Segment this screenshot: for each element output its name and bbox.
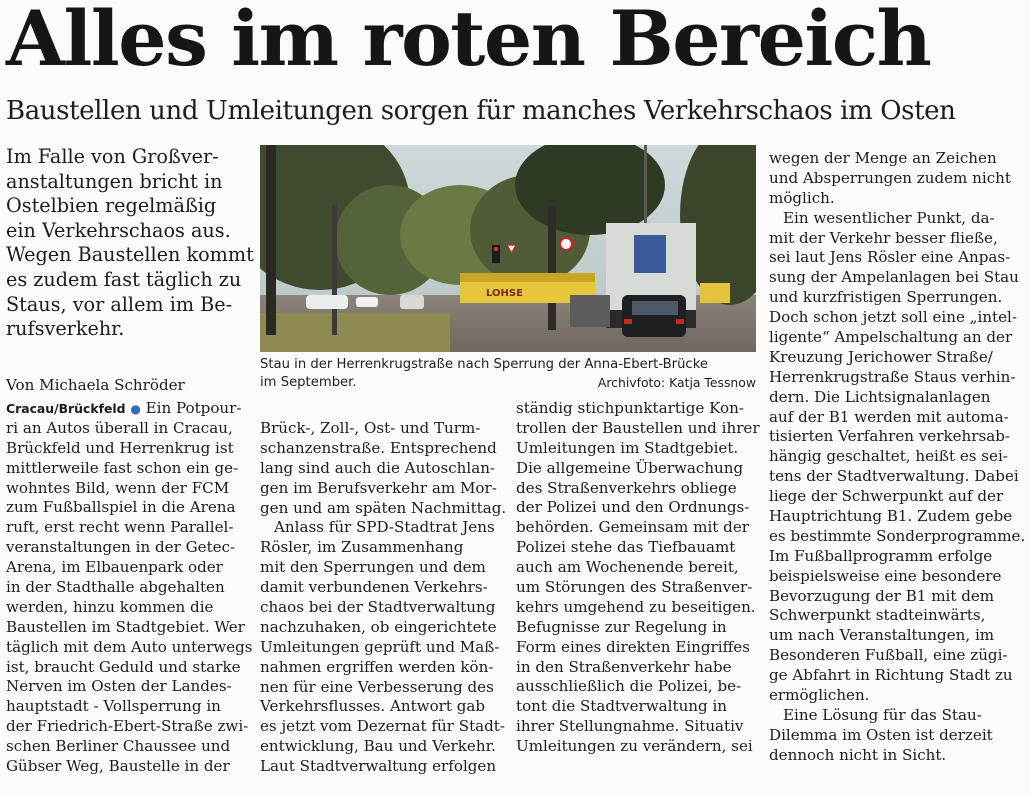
- photo-credit: Archivfoto: Katja Tessnow: [597, 375, 756, 390]
- text-line: ist, braucht Geduld und starke: [6, 657, 241, 676]
- text-line: Die allgemeine Überwachung: [516, 458, 744, 477]
- text-line: behörden. Gemeinsam mit der: [516, 518, 749, 537]
- text-line: Befugnisse zur Regelung in: [516, 617, 727, 636]
- text-line: Umleitungen geprüft und Maß-: [260, 637, 500, 656]
- text-line: Verkehrsflusses. Antwort gab: [260, 697, 486, 716]
- text-line: mittlerweile fast schon ein ge-: [6, 458, 239, 477]
- text-line: Ein wesentlicher Punkt, da-: [783, 208, 995, 227]
- text-line: mit den Sperrungen und dem: [260, 558, 486, 577]
- text-line: schanzenstraße. Entsprechend: [260, 438, 497, 457]
- column-1: [6, 399, 253, 777]
- text-line: Eine Lösung für das Stau-: [783, 705, 982, 724]
- text-line: rufsverkehr.: [6, 317, 125, 341]
- text-line: der Friedrich-Ebert-Straße zwi-: [6, 717, 249, 736]
- text-line: Laut Stadtverwaltung erfolgen: [260, 757, 497, 776]
- byline: Von Michaela Schröder: [6, 376, 185, 394]
- text-line: Polizei stehe das Tiefbauamt: [516, 538, 736, 557]
- column-1-body: [6, 418, 253, 777]
- text-line: Umleitungen zu verändern, sei: [516, 737, 753, 756]
- text-line: mit der Verkehr besser fließe,: [769, 228, 998, 247]
- column-4-paragraph-2: [769, 208, 1026, 706]
- text-line: Doch schon jetzt soll eine „intel-: [769, 308, 1017, 327]
- text-line: möglich.: [769, 188, 835, 207]
- text-line: sung der Ampelanlagen bei Stau: [769, 268, 1019, 287]
- text-line: Ostelbien regelmäßig: [6, 194, 217, 218]
- text-line: gen im Berufsverkehr am Mor-: [260, 478, 497, 497]
- text-line: hauptstadt - Vollsperrung in: [6, 697, 221, 716]
- text-line: Anlass für SPD-Stadtrat Jens: [274, 518, 495, 537]
- text-line: liege der Schwerpunkt auf der: [769, 487, 1004, 506]
- text-line: es zudem fast täglich zu: [6, 267, 242, 291]
- text-line: Brückfeld und Herrenkrug ist: [6, 438, 234, 457]
- text-line: in den Straßenverkehr habe: [516, 657, 732, 676]
- text-line: nachzuhaken, ob eingerichtete: [260, 617, 497, 636]
- traffic-photo-illustration: [260, 145, 756, 352]
- dateline: Cracau/Brückfeld: [6, 401, 126, 416]
- text-line: tisierten Verfahren verkehrsab-: [769, 427, 1010, 446]
- column-2: [260, 419, 507, 777]
- text-line: ge Abfahrt in Richtung Stadt zu: [769, 666, 1013, 685]
- text-line: um nach Veranstaltungen, im: [769, 626, 995, 645]
- text-line: hängig geschaltet, heißt es sei-: [769, 447, 1008, 466]
- text-line: Form eines direkten Eingriffes: [516, 637, 750, 656]
- text-line: Dilemma im Osten ist derzeit: [769, 725, 993, 744]
- text-line: ihrer Stellungnahme. Situativ: [516, 717, 744, 736]
- truck-text: LOHSE: [486, 288, 523, 299]
- text-line: wegen der Menge an Zeichen: [769, 149, 997, 167]
- text-line: werden, hinzu kommen die: [6, 597, 214, 616]
- caption-line-2: im September.: [260, 375, 357, 390]
- text-line: Schwerpunkt stadteinwärts,: [769, 606, 986, 625]
- text-line: um Störungen des Straßenver-: [516, 578, 753, 597]
- article-photo: [260, 145, 756, 352]
- text-line: dern. Die Lichtsignalanlagen: [769, 387, 991, 406]
- headline: Alles im roten Bereich: [6, 0, 931, 83]
- text-line: damit verbundenen Verkehrs-: [260, 578, 488, 597]
- text-line: ri an Autos überall in Cracau,: [6, 418, 233, 437]
- text-line: wohntes Bild, wenn der FCM: [6, 478, 230, 497]
- bullet-dot-icon: ●: [130, 402, 141, 416]
- text-line: ständig stichpunktartige Kon-: [516, 399, 744, 417]
- text-line: Im Fußballprogramm erfolge: [769, 546, 993, 565]
- text-line: Umleitungen im Stadtgebiet.: [516, 438, 739, 457]
- text-line: veranstaltungen in der Getec-: [6, 538, 236, 557]
- column-4: [769, 149, 1026, 766]
- text-line: Hauptrichtung B1. Zudem gebe: [769, 507, 1013, 526]
- text-line: der Polizei und den Ordnungs-: [516, 498, 750, 517]
- text-line: ruft, erst recht wenn Parallel-: [6, 518, 234, 537]
- text-line: und Absperrungen zudem nicht: [769, 168, 1011, 187]
- text-line: ermöglichen.: [769, 686, 870, 705]
- text-line: beispielsweise eine besondere: [769, 566, 1002, 585]
- column-2-paragraph-2: [260, 518, 505, 777]
- text-line: ausschließlich die Polizei, be-: [516, 677, 742, 696]
- text-line: Herrenkrugstraße Staus verhin-: [769, 367, 1016, 386]
- text-line: Arena, im Elbauenpark oder: [6, 558, 223, 577]
- caption-line-1: Stau in der Herrenkrugstraße nach Sperrung der Anna-Ebert-Brücke: [260, 357, 708, 372]
- text-line: Baustellen im Stadtgebiet. Wer: [6, 617, 245, 636]
- text-line: Im Falle von Großver-: [6, 145, 219, 168]
- text-line: Rösler, im Zusammenhang: [260, 538, 464, 557]
- text-line: Wegen Baustellen kommt: [6, 243, 254, 267]
- text-line: tont die Stadtverwaltung in: [516, 697, 728, 716]
- text-line: dennoch nicht in Sicht.: [769, 745, 947, 764]
- text-line: zum Fußballspiel in die Arena: [6, 498, 236, 517]
- column-4-paragraph-1: [769, 149, 1021, 209]
- column-1-first-text: Ein Potpour-: [145, 399, 242, 417]
- text-line: Nerven im Osten der Landes-: [6, 677, 232, 696]
- text-line: kehrs umgehend zu beseitigen.: [516, 597, 756, 616]
- text-line: nen für eine Verbesserung des: [260, 677, 494, 696]
- column-2-paragraph-1: [260, 419, 507, 518]
- text-line: Staus, vor allem im Be-: [6, 292, 233, 316]
- column-4-paragraph-3: [769, 706, 1021, 766]
- text-line: tens der Stadtverwaltung. Dabei: [769, 467, 1019, 486]
- text-line: entwicklung, Bau und Verkehr.: [260, 737, 496, 756]
- text-line: auf der B1 werden mit automa-: [769, 407, 1009, 426]
- text-line: es bestimmte Sonderprogramme.: [769, 526, 1026, 545]
- text-line: Kreuzung Jerichower Straße/: [769, 347, 993, 366]
- text-line: es jetzt vom Dezernat für Stadt-: [260, 717, 505, 736]
- text-line: des Straßenverkehrs obliege: [516, 478, 737, 497]
- text-line: anstaltungen bricht in: [6, 169, 223, 193]
- text-line: chaos bei der Stadtverwaltung: [260, 598, 496, 617]
- text-line: sei laut Jens Rösler eine Anpas-: [769, 248, 1011, 267]
- text-line: Gübser Weg, Baustelle in der: [6, 757, 230, 776]
- text-line: Bevorzugung der B1 mit dem: [769, 586, 995, 605]
- intro-text: [6, 145, 254, 342]
- text-line: lang sind auch die Autoschlan-: [260, 458, 496, 477]
- text-line: Besonderen Fußball, eine zügi-: [769, 646, 1008, 665]
- text-line: nahmen ergriffen werden kön-: [260, 657, 494, 676]
- dateline-line: [6, 399, 244, 419]
- text-line: auch am Wochenende bereit,: [516, 558, 739, 577]
- text-line: trollen der Baustellen und ihrer: [516, 418, 760, 437]
- text-line: und kurzfristigen Sperrungen.: [769, 288, 1003, 307]
- text-line: schen Berliner Chaussee und: [6, 737, 231, 756]
- text-line: ligente“ Ampelschaltung an der: [769, 328, 1013, 347]
- subheadline: Baustellen und Umleitungen sorgen für manches Verkehrschaos im Osten: [6, 96, 956, 126]
- text-line: täglich mit dem Auto unterwegs: [6, 637, 253, 656]
- text-line: in der Stadthalle abgehalten: [6, 578, 225, 597]
- photo-caption: [260, 356, 756, 392]
- text-line: gen und am späten Nachmittag.: [260, 498, 507, 517]
- column-3: [516, 399, 760, 757]
- text-line: ein Verkehrschaos aus.: [6, 218, 231, 242]
- text-line: Brück-, Zoll-, Ost- und Turm-: [260, 419, 481, 437]
